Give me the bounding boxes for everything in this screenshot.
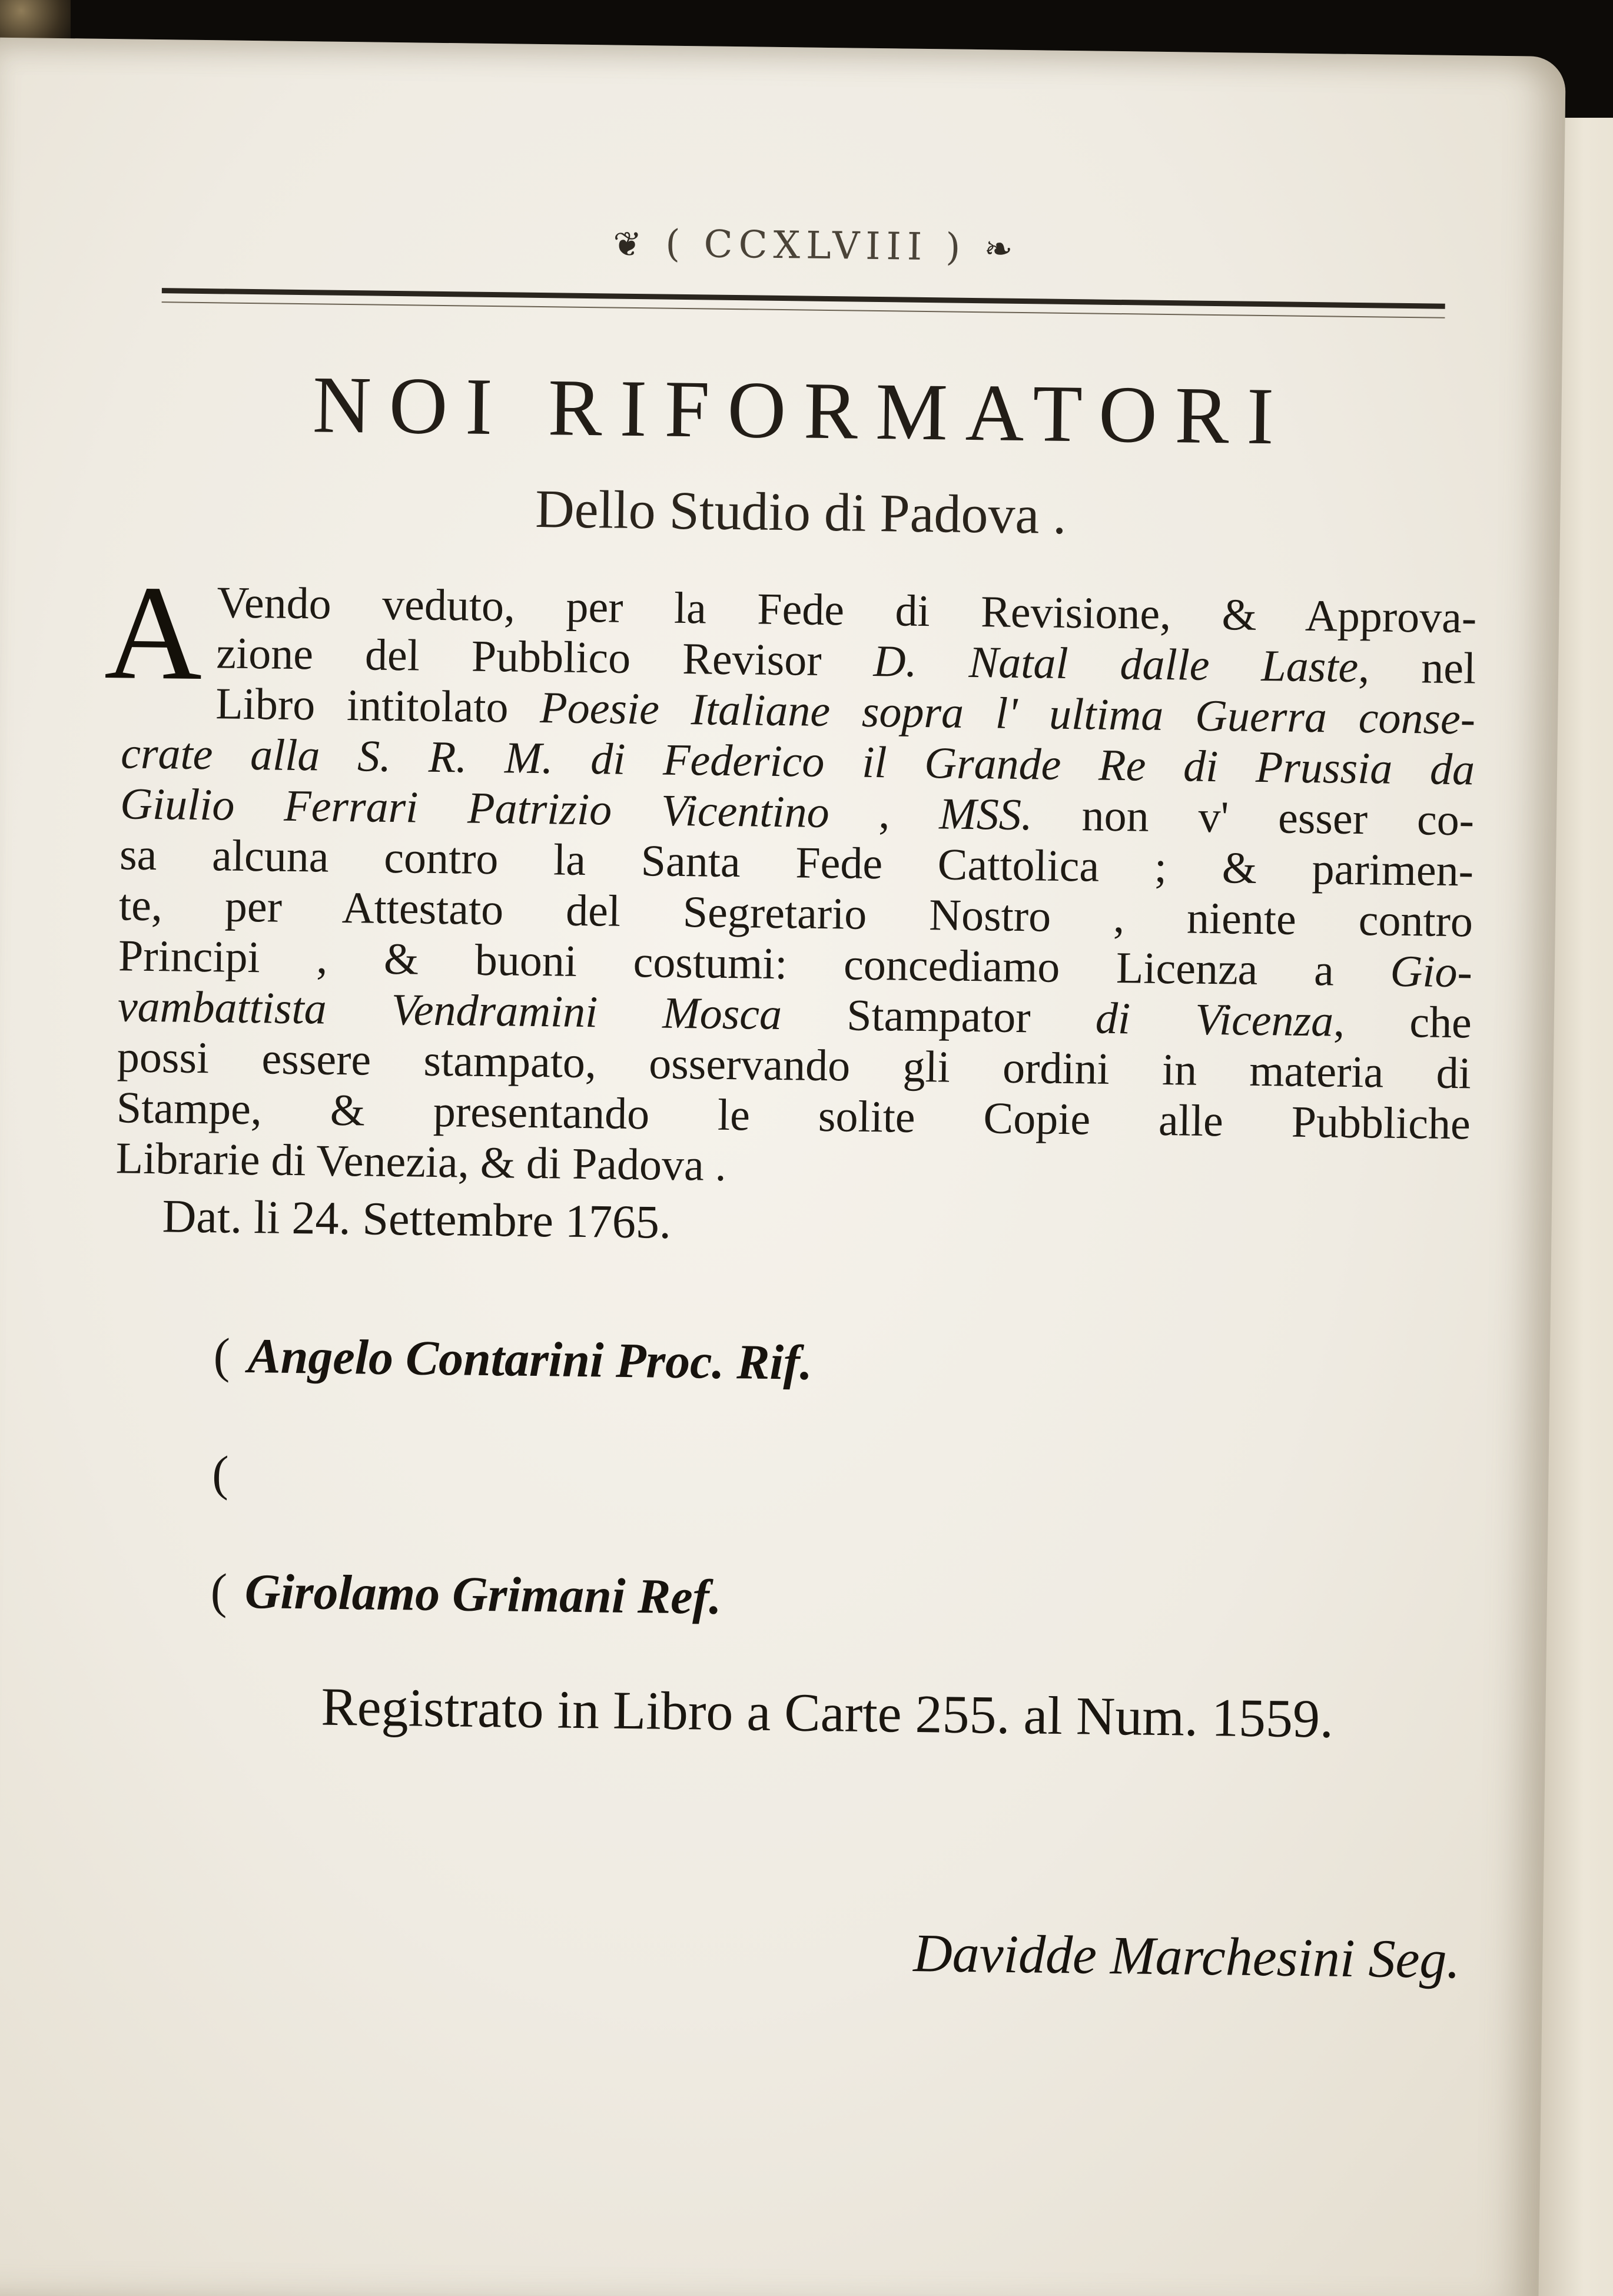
page-folio xyxy=(151,216,1482,276)
italic-text-run: crate alla S. R. M. di Federico il Grande Re di Prussia da xyxy=(120,728,1475,795)
folio-number: ( CCXLVIII ) xyxy=(665,222,967,270)
bracket: ( xyxy=(211,1446,229,1501)
signatory-line xyxy=(211,1415,1466,1548)
text-run: Librarie di Venezia, & di Padova . xyxy=(115,1133,727,1190)
text-run: Libro intitolato xyxy=(215,679,540,733)
text-run: Vendo veduto, per la Fede di Revisione, & Approva- xyxy=(216,578,1477,643)
italic-text-run: vambattista Vendramini Mosca xyxy=(117,981,782,1040)
text-run: sa alcuna contro la Santa Fede Cattolica ; & parimen- xyxy=(119,830,1474,896)
italic-text-run: Gio- xyxy=(1390,946,1473,997)
page-content xyxy=(106,215,1481,1990)
italic-text-run: di Vicenza xyxy=(1095,993,1334,1046)
folio-ornament-left-icon: ❦ xyxy=(612,224,648,265)
date-line: Dat. li 24. Settembre 1765. xyxy=(162,1190,672,1249)
text-run: te, per Attestato del Segretario Nostro , niente contro xyxy=(118,880,1473,947)
text-run: , nel xyxy=(1358,642,1476,694)
text-run: Stampator xyxy=(781,990,1096,1043)
signatory-block xyxy=(210,1297,1468,1665)
italic-text-run: MSS. xyxy=(938,789,1033,840)
license-paragraph xyxy=(104,557,1477,1200)
signatory-name xyxy=(246,1446,247,1501)
header-rule-thick xyxy=(162,288,1445,309)
signatory-name: Girolamo Grimani Ref. xyxy=(244,1564,722,1625)
bracket: ( xyxy=(213,1328,231,1383)
bracket: ( xyxy=(210,1564,228,1619)
italic-text-run: Poesie Italiane sopra l' ultima Guerra conse- xyxy=(539,683,1476,744)
text-run: Principi , & buoni costumi: concediamo Licenza a xyxy=(118,931,1391,996)
text-run: Stampe, & presentando le solite Copie alle Pubbliche xyxy=(116,1083,1471,1149)
registration-line: Registrato in Libro a Carte 255. al Num. 1559. xyxy=(320,1676,1334,1749)
text-run: , xyxy=(829,788,940,839)
text-run: possi essere stampato, osservando gli ordini in materia di xyxy=(117,1032,1472,1099)
text-run: zione del Pubblico Revisor xyxy=(215,628,874,686)
page-subtitle: Dello Studio di Padova . xyxy=(535,478,1067,545)
folio-ornament-right-icon: ❧ xyxy=(984,228,1019,269)
italic-text-run: D. Natal dalle Laste xyxy=(873,636,1359,692)
text-run: non v' esser co- xyxy=(1032,790,1475,845)
secretary-signature: Davidde Marchesini Seg. xyxy=(912,1922,1461,1990)
signatory-name: Angelo Contarini Proc. Rif. xyxy=(247,1329,813,1391)
text-run: , che xyxy=(1333,996,1472,1048)
signatory-line xyxy=(210,1532,1465,1665)
drop-cap: A xyxy=(104,557,204,709)
signatory-line xyxy=(213,1297,1468,1430)
page-title: NOI RIFORMATORI xyxy=(312,359,1292,462)
book-page xyxy=(0,38,1566,2296)
italic-text-run: Giulio Ferrari Patrizio Vicentino xyxy=(120,779,830,838)
